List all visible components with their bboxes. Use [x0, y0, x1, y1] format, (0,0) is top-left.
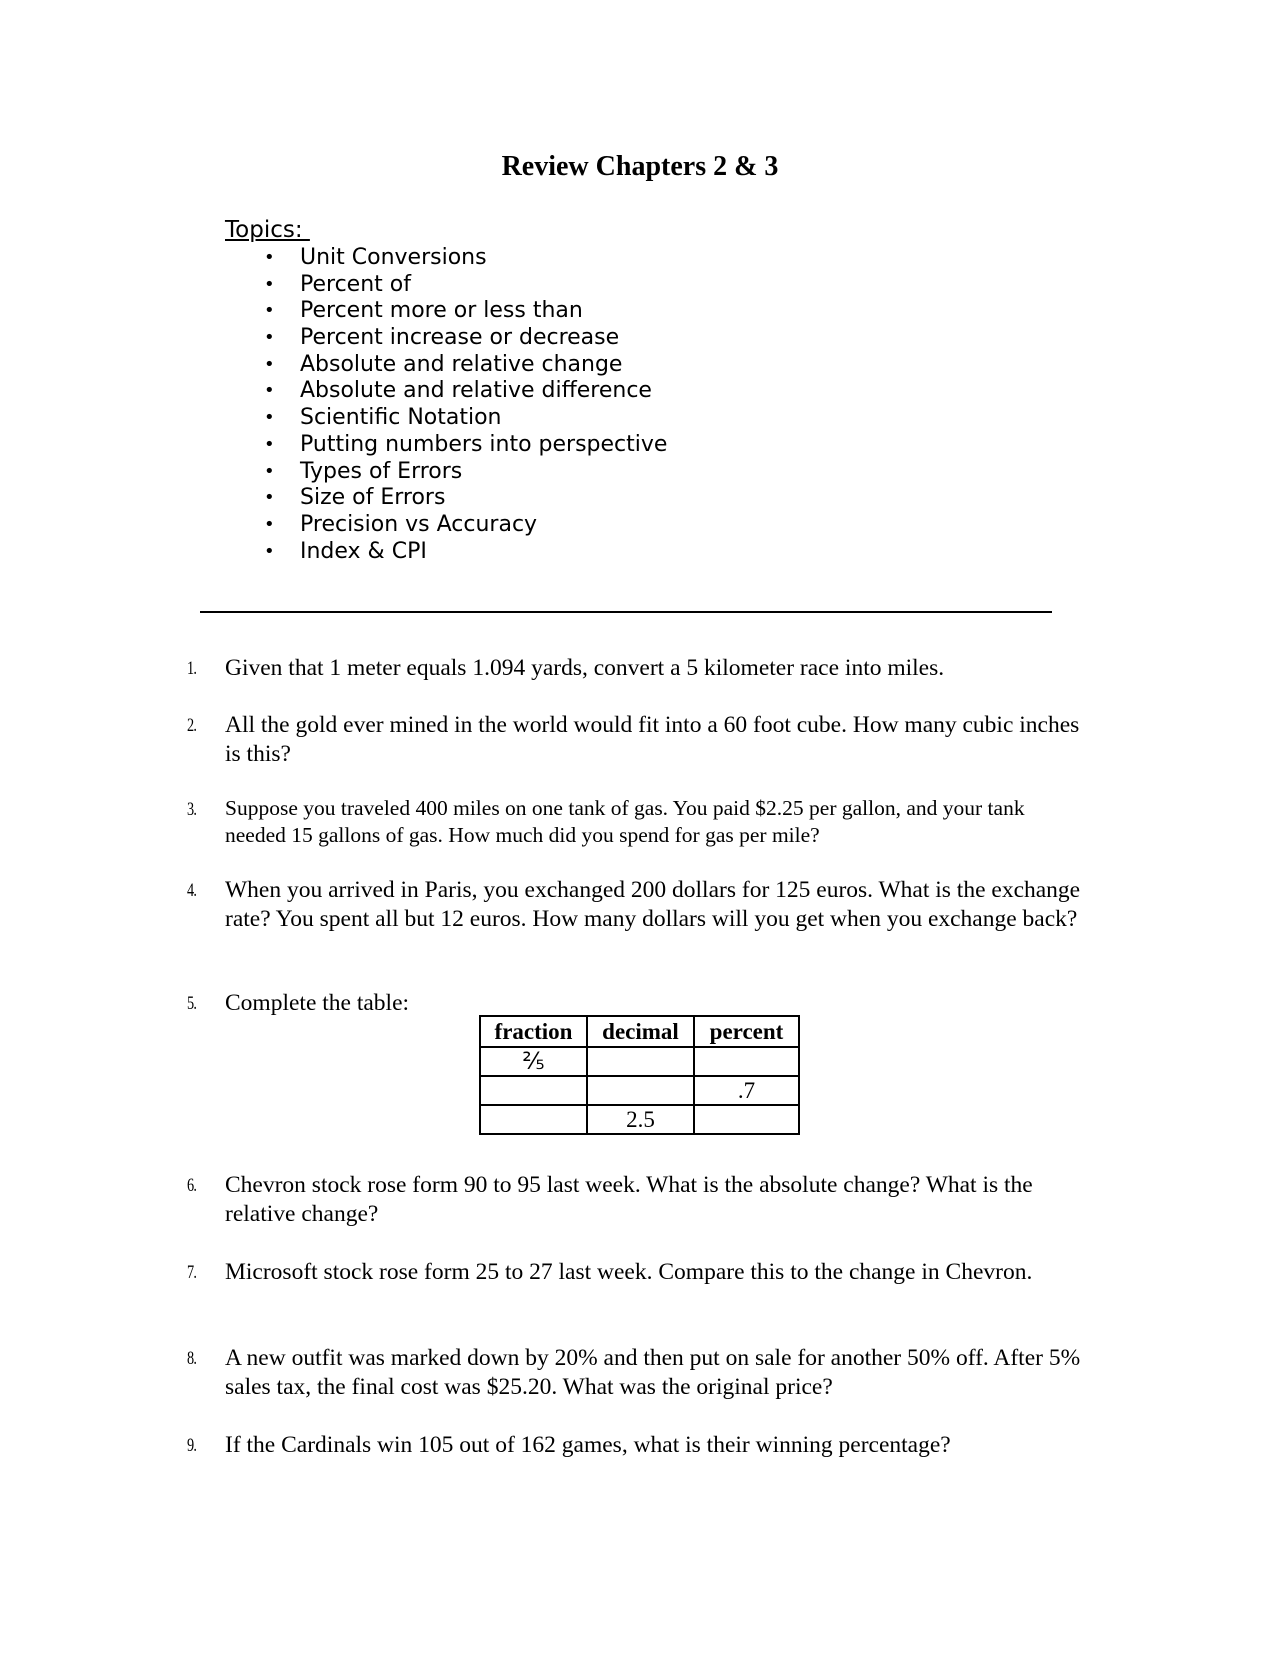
bullet-icon: • [264, 300, 275, 322]
bullet-icon: • [264, 247, 275, 268]
bullet-icon: • [264, 380, 275, 402]
list-item [260, 352, 667, 379]
bullet-icon: • [264, 273, 275, 295]
topic-label: Index & CPI [300, 538, 427, 564]
list-item [260, 459, 667, 486]
question-number: 6. [187, 1175, 197, 1196]
question-number: 4. [187, 880, 197, 901]
list-item [260, 432, 667, 459]
list-item [260, 405, 667, 432]
topic-label: Scientific Notation [300, 405, 502, 431]
table-row [480, 1105, 799, 1134]
topic-label: Size of Errors [300, 485, 446, 511]
list-item [260, 378, 667, 405]
column-header-percent: percent [694, 1016, 799, 1047]
column-header-fraction: fraction [480, 1016, 587, 1047]
topic-label: Percent of [300, 271, 411, 297]
topic-label: Absolute and relative change [300, 351, 623, 377]
divider [200, 611, 1052, 613]
table-cell [694, 1047, 799, 1076]
list-item [260, 512, 667, 539]
table-row [480, 1047, 799, 1076]
topic-label: Putting numbers into perspective [300, 431, 668, 457]
topics-heading: Topics: [225, 217, 310, 243]
question-number: 2. [187, 715, 197, 736]
question-text: Complete the table: [225, 990, 410, 1016]
list-item [260, 272, 667, 299]
bullet-icon: • [264, 433, 275, 455]
table-cell [480, 1105, 587, 1134]
table-cell [694, 1105, 799, 1134]
question-text: Chevron stock rose form 90 to 95 last week. What is the absolute change? What is the relative change? [225, 1172, 1033, 1227]
topics-list [260, 245, 667, 565]
question-number: 3. [187, 799, 197, 820]
question-text: A new outfit was marked down by 20% and then put on sale for another 50% off. After 5% sales tax, the final cost was $25.20. What was the original price? [225, 1345, 1081, 1400]
table-header-row [480, 1016, 799, 1047]
bullet-icon: • [264, 353, 275, 375]
question-text: Given that 1 meter equals 1.094 yards, convert a 5 kilometer race into miles. [225, 655, 945, 681]
table-cell: 2.5 [587, 1105, 694, 1134]
page-title: Review Chapters 2 & 3 [501, 151, 779, 182]
conversion-table [479, 1015, 800, 1135]
column-header-decimal: decimal [587, 1016, 694, 1047]
question-number: 8. [187, 1348, 197, 1369]
question-text: If the Cardinals win 105 out of 162 games, what is their winning percentage? [225, 1432, 951, 1458]
list-item [260, 245, 667, 272]
question-text: When you arrived in Paris, you exchanged 200 dollars for 125 euros. What is the exchange rate? You spent all but 12 euros. How many dollars will you get when you exchange back? [225, 877, 1081, 932]
table-cell: ⅖ [480, 1047, 587, 1076]
bullet-icon: • [264, 487, 275, 509]
topic-label: Percent more or less than [300, 298, 583, 324]
table-cell [480, 1076, 587, 1105]
bullet-icon: • [264, 540, 275, 562]
topic-label: Precision vs Accuracy [300, 511, 538, 537]
question-number: 5. [187, 993, 197, 1014]
question-number: 9. [187, 1435, 197, 1456]
topic-label: Types of Errors [300, 458, 463, 484]
question-text: All the gold ever mined in the world would fit into a 60 foot cube. How many cubic inches is this? [225, 712, 1080, 767]
table-cell [587, 1047, 694, 1076]
question-text: Microsoft stock rose form 25 to 27 last week. Compare this to the change in Chevron. [225, 1259, 1033, 1285]
list-item [260, 485, 667, 512]
topic-label: Percent increase or decrease [300, 325, 620, 351]
question-text: Suppose you traveled 400 miles on one tank of gas. You paid $2.25 per gallon, and your tank needed 15 gallons of gas. How much did you spend for gas per mile? [225, 796, 1025, 847]
question-number: 7. [187, 1262, 197, 1283]
table-cell [587, 1076, 694, 1105]
list-item [260, 298, 667, 325]
topic-label: Unit Conversions [300, 245, 487, 270]
list-item [260, 539, 667, 566]
table-cell: .7 [694, 1076, 799, 1105]
bullet-icon: • [264, 407, 275, 429]
list-item [260, 325, 667, 352]
bullet-icon: • [264, 460, 275, 482]
question-number: 1. [187, 658, 197, 679]
table-row [480, 1076, 799, 1105]
bullet-icon: • [264, 327, 275, 349]
topic-label: Absolute and relative difference [300, 378, 652, 404]
bullet-icon: • [264, 513, 275, 535]
